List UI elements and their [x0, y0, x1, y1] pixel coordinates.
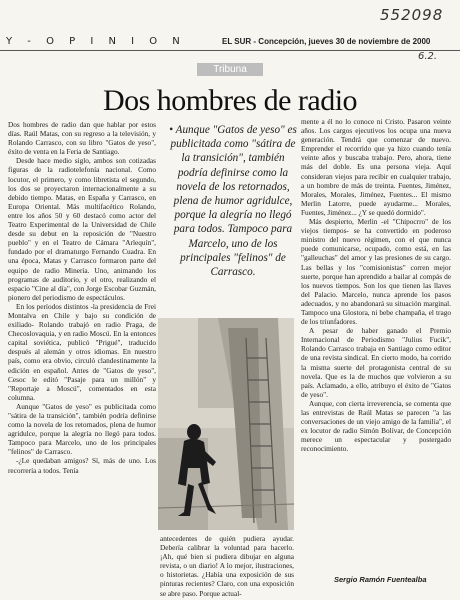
article-paragraph: -¿Le quedaban amigos? Sí, más de uno. Los recorrería a todos. Tenía — [8, 456, 156, 475]
handwritten-archive-number: 552098 — [380, 6, 444, 24]
article-paragraph: Aunque, con cierta irreverencia, se comenta que las entrevistas de Raúl Matas se parecen "a las conversaciones de un viejo amigo de la familia", el ex locutor de radio Simón Bolívar, de Concepción merece un espectacular y postergado reconocimiento. — [301, 398, 451, 454]
article-byline: Sergio Ramón Fuentealba — [334, 575, 427, 584]
man-walking-photo-illustration — [158, 318, 294, 530]
article-column-2-continuation: antecedentes de quién pudiera ayudar. Debería calibrar la voluntad para hacerlo. ¡Ah, qué bien si pudiera dibujar en alguna revista, o un diario! A lo mejor, ilustraciones, o historietas. ¿Había una exposición de sus pinturas recientes? Claro, con una exposición se abre paso. Porque actual- — [160, 534, 294, 598]
handwritten-page-mark: 6.2. — [418, 51, 438, 62]
article-paragraph: Dos hombres de radio dan que hablar por estos días. Raúl Matas, con su regreso a la televisión, y Rolando Carrasco, con su libro "Gatos de yeso", éxito de venta en la Feria de Santiago. — [8, 120, 156, 157]
article-headline: Dos hombres de radio — [102, 84, 358, 117]
header-rule — [0, 50, 460, 51]
article-paragraph: Aunque "Gatos de yeso" es publicitada como "sátira de la transición", también podría definirse como la novela de los retornados, plena de humor agridulce, porque la alegría no llegó para todos. Tampoco para Marcelo, uno de los principales "felinos" de Carrasco. — [8, 401, 156, 457]
pull-quote: • Aunque "Gatos de yeso" es publicitada como "sátira de la transición", también podría definirse como la novela de los retornados, plena de humor agridulce, porque la alegría no llegó para todos. Tampoco para Marcelo, uno de los principales "felinos" de Carrasco. — [169, 124, 297, 279]
section-header: Y - O P I N I O N — [6, 36, 186, 47]
newspaper-dateline: EL SUR - Concepción, jueves 30 de noviembre de 2000 — [222, 37, 431, 46]
article-column-3 — [301, 117, 451, 569]
article-photo — [158, 318, 294, 530]
section-label-badge: Tribuna — [197, 63, 263, 76]
article-column-1 — [8, 120, 156, 598]
article-paragraph: Desde hace medio siglo, ambos son cotizadas figuras de la radiotelefonía nacional. Como locutor, el primero, y como libretista el segundo, los dos se proyectaron internacionalmente a su debido tiempo. Matas, en España y Carrasco, en Europa Oriental. Más multifacético Rolando, entre los años 50 y 60 destacó como actor del Teatro Experimental de la Universidad de Chile desde su debut en la reposición de "Nuestro pueblo" y en el Teatro de Cámara "Arlequín", fundado por el dramaturgo Fernando Cuadra. En una época, Matas y Carrasco formaron parte del equipo de radio Minería. Uno, animando los programas de auditorio, y el otro, realizando el espacio "Cine al día", con Jorge Escobar Guzmán, pionero del periodismo de espectáculos. — [8, 156, 156, 302]
article-paragraph: mente a él no lo conoce ni Cristo. Pasaron veinte años. Los cargos ejecutivos los ocupa una nueva generación. Tendrá que comenzar de nuevo. Emprender el recorrido que ya hizo cuando tenía veinte años y buscaba trabajo. Pero, ahora, tiene más del doble. Es una persona vieja. Aquí consideran viejos para recibir en cualquier trabajo, a un hombre de más de treinta. Fuentes, Jiménez, Morales, Morales, Jiménez, Fuentes... El mismo Merlin Latorre, puede ayudarme... Morales, Fuentes, Jiménez... ¿Y se quedó dormido". — [301, 117, 451, 217]
article-paragraph: Más despierto, Merlin -el "Chipocrro" de los viejos tiempos- se ha convertido en poderoso ministro del nuevo régimen, con el que nunca puede comunicarse, ocupado, como está, en las "galleuchas" del amor y las presiones de su cargo. Las bellas y los "comisionistas" corren mejor suerte, porque han aprendido a bailar al compás de los nuevos tiempos. Son los que tienen las llaves del Palacio. Marcelo, nunca aprende los pasos adecuados, y no abandonará su situación marginal. Tampoco una Glostora, ni bebe champaña, el trago de los triunfadores. — [301, 217, 451, 327]
article-paragraph: En los períodos distintos -la presidencia de Frei Montalva en Chile y bajo su condición de exiliado- Rolando trabajó en radio Praga, de Checoslovaquia, y en radio Moscú. En la entonces capital soviética, publicó "Prigué", traducido después al alemán y otros idiomas. En nuestro país, como era obvio, circuló clandestinamente la edición en español. Antes de "Gatos de yeso", Cesoc le editó "Pasaje para un millón" y "Reportaje a Moscú", comentados en esta columna. — [8, 301, 156, 402]
article-paragraph: A pesar de haber ganado el Premio Internacional de Periodismo "Julius Fucik", Rolando Carrasco trabaja en Santiago como editor de una revista sindical. En cierto modo, ha corrido la misma suerte del protagonista central de su novela. Que es la de muchos que volvieron a su país. Aclamado, a ello, atribuyo el éxito de "Gatos de yeso". — [301, 326, 451, 399]
